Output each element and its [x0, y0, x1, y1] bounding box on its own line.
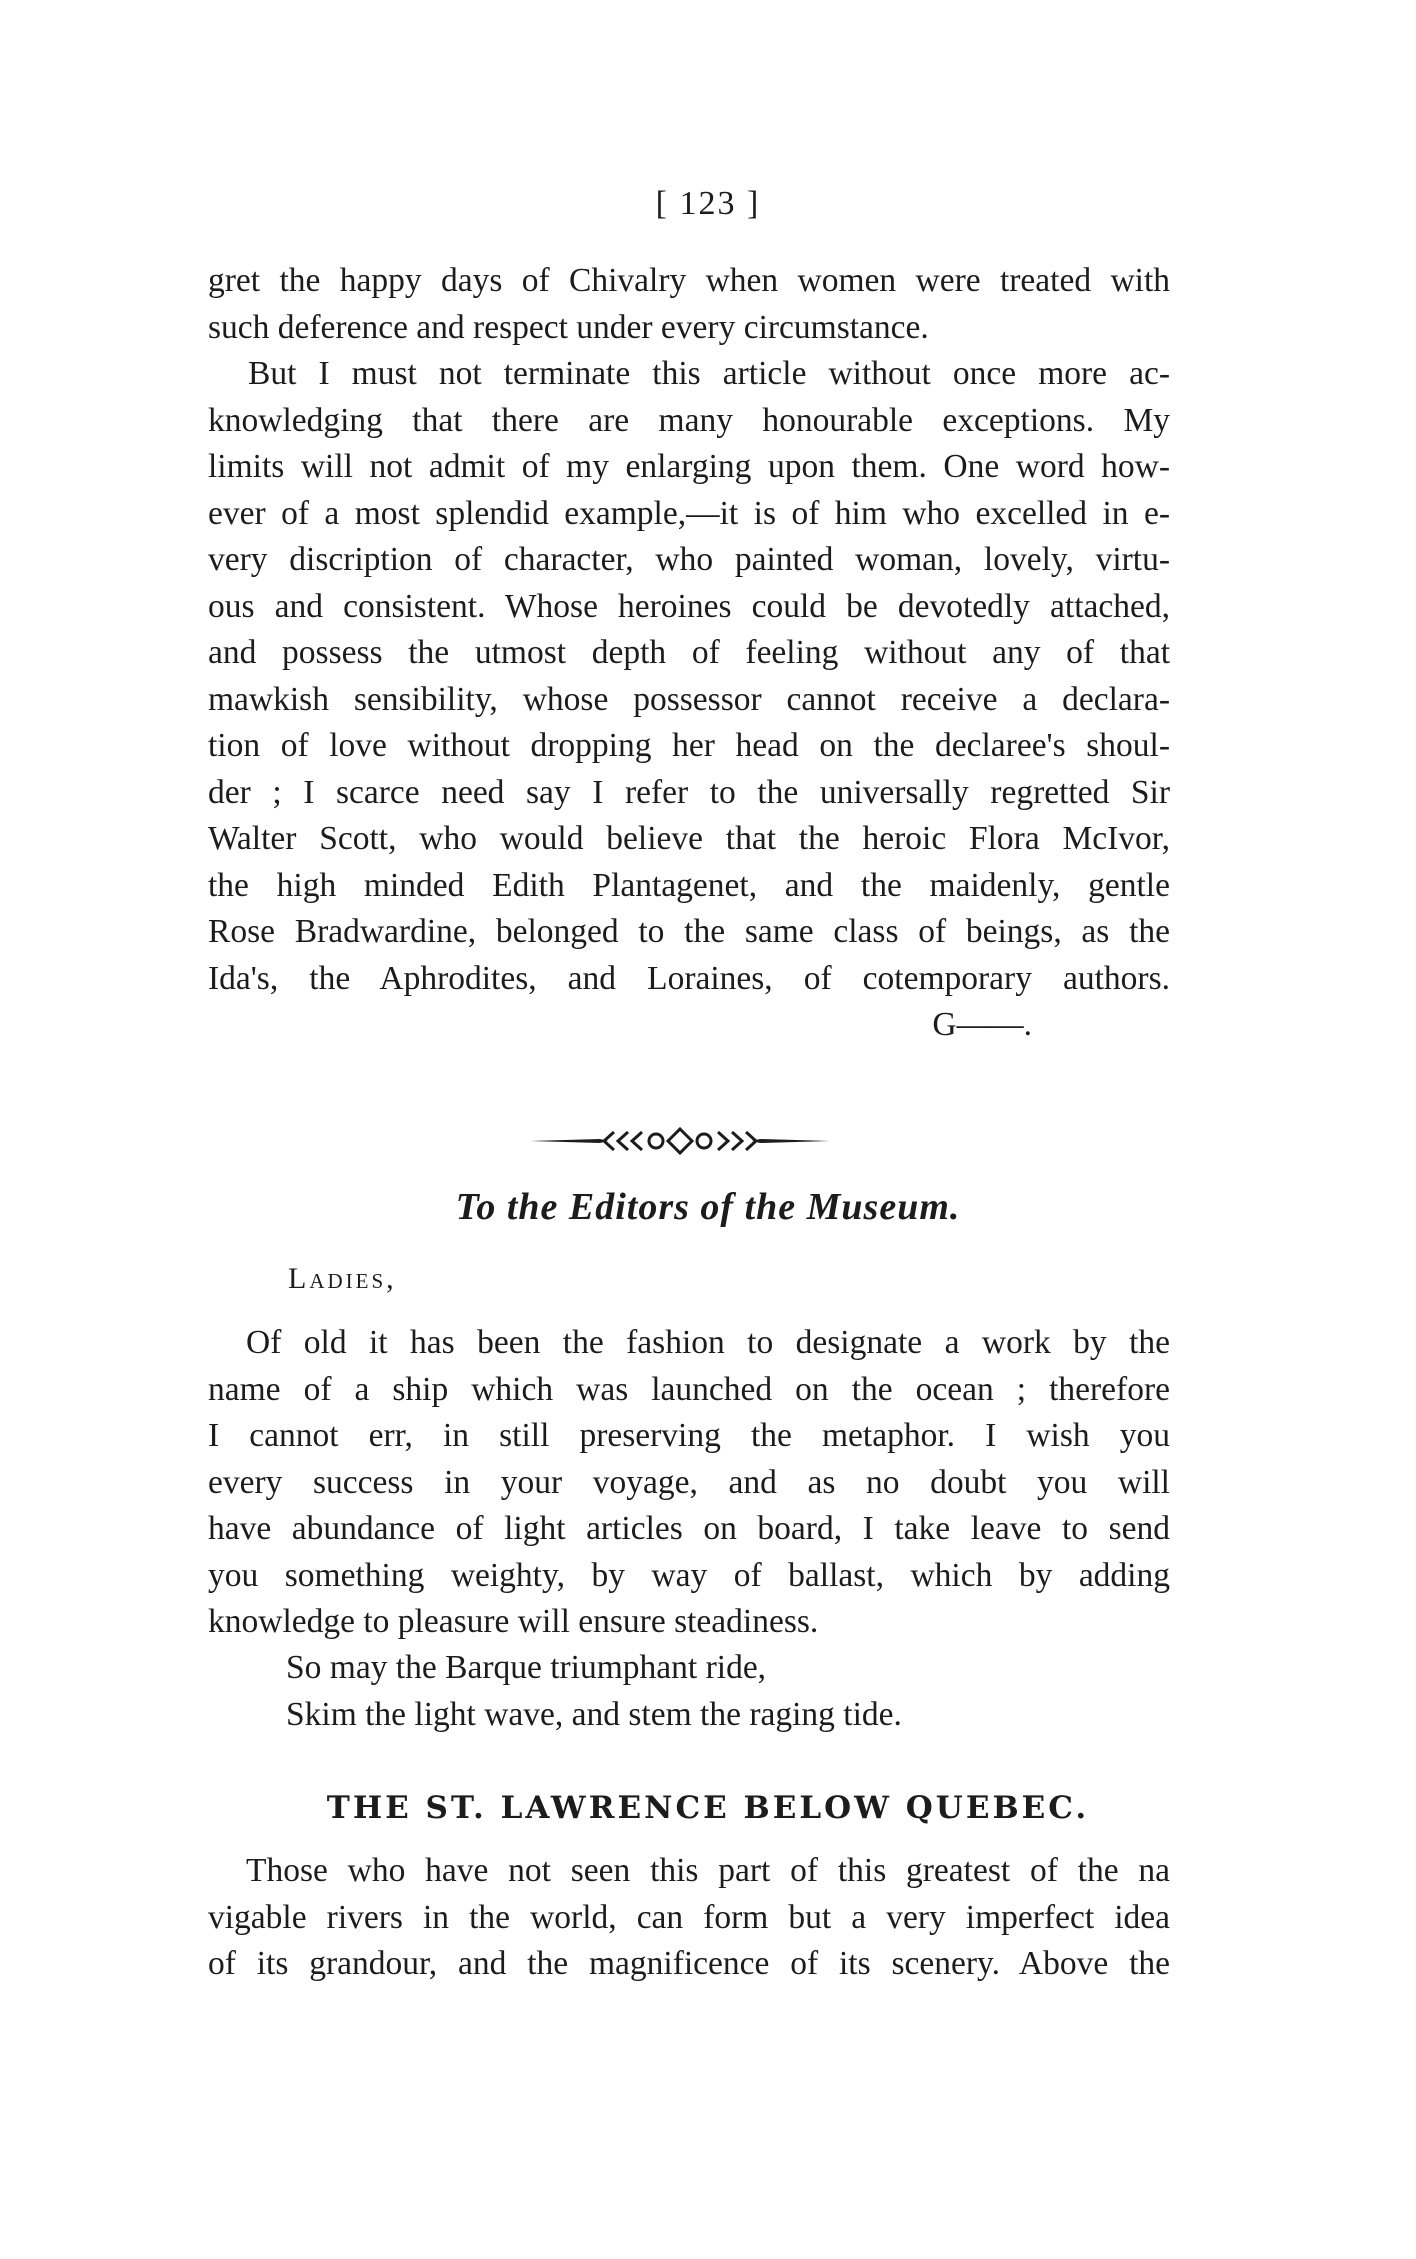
salutation: Ladies,	[288, 1262, 397, 1295]
text-line: mawkish sensibility, whose possessor cannot receive a declara-	[208, 680, 1170, 718]
poem-couplet	[286, 1645, 902, 1738]
text-line: I cannot err, in still preserving the metaphor. I wish you	[208, 1417, 1170, 1454]
article-2-heading: THE ST. LAWRENCE BELOW QUEBEC.	[326, 1790, 1090, 1826]
text-line: and possess the utmost depth of feeling without any of that	[208, 634, 1170, 671]
poem-line: So may the Barque triumphant ride,	[286, 1649, 767, 1686]
letter-heading: To the Editors of the Museum.	[455, 1186, 961, 1228]
signature: G——.	[932, 1006, 1032, 1043]
printers-ornament-rule	[530, 1120, 830, 1160]
text-line: of its grandour, and the magnificence of its scenery. Above the	[208, 1945, 1170, 1982]
text-line: Of old it has been the fashion to designate a work by the	[246, 1324, 1170, 1361]
article-2-body	[208, 1848, 1170, 1988]
text-line: Rose Bradwardine, belonged to the same class of beings, as the	[208, 913, 1170, 950]
text-line: der ; I scarce need say I refer to the universally regretted Sir	[208, 773, 1170, 811]
article-1-body	[208, 258, 1170, 1049]
text-line: Walter Scott, who would believe that the heroic Flora McIvor,	[208, 820, 1170, 857]
text-line: such deference and respect under every circumstance.	[208, 308, 929, 346]
text-line: you something weighty, by way of ballast, which by adding	[208, 1556, 1170, 1594]
text-line: But I must not terminate this article without once more ac-	[248, 355, 1170, 392]
text-line: vigable rivers in the world, can form but a very imperfect idea	[208, 1898, 1170, 1936]
text-line: Ida's, the Aphrodites, and Loraines, of cotemporary authors.	[208, 959, 1170, 997]
text-line: gret the happy days of Chivalry when women were treated with	[208, 262, 1170, 299]
text-line: the high minded Edith Plantagenet, and the maidenly, gentle	[208, 866, 1170, 904]
text-line: ous and consistent. Whose heroines could be devotedly attached,	[208, 587, 1170, 625]
text-line: tion of love without dropping her head on the declaree's shoul-	[208, 727, 1170, 764]
poem-line: Skim the light wave, and stem the raging tide.	[286, 1695, 902, 1733]
text-line: Those who have not seen this part of this greatest of the na	[246, 1852, 1170, 1889]
page-number: [ 123 ]	[655, 185, 761, 222]
text-line: ever of a most splendid example,—it is of him who excelled in e-	[208, 494, 1170, 532]
text-line: knowledging that there are many honourable exceptions. My	[208, 401, 1170, 439]
text-line: name of a ship which was launched on the ocean ; therefore	[208, 1370, 1170, 1408]
text-line: knowledge to pleasure will ensure steadiness.	[208, 1603, 819, 1640]
text-line: every success in your voyage, and as no doubt you will	[208, 1463, 1170, 1501]
text-line: have abundance of light articles on board, I take leave to send	[208, 1510, 1170, 1547]
letter-body	[208, 1320, 1170, 1646]
text-line: limits will not admit of my enlarging upon them. One word how-	[208, 448, 1170, 485]
text-line: very discription of character, who painted woman, lovely, virtu-	[208, 541, 1170, 578]
